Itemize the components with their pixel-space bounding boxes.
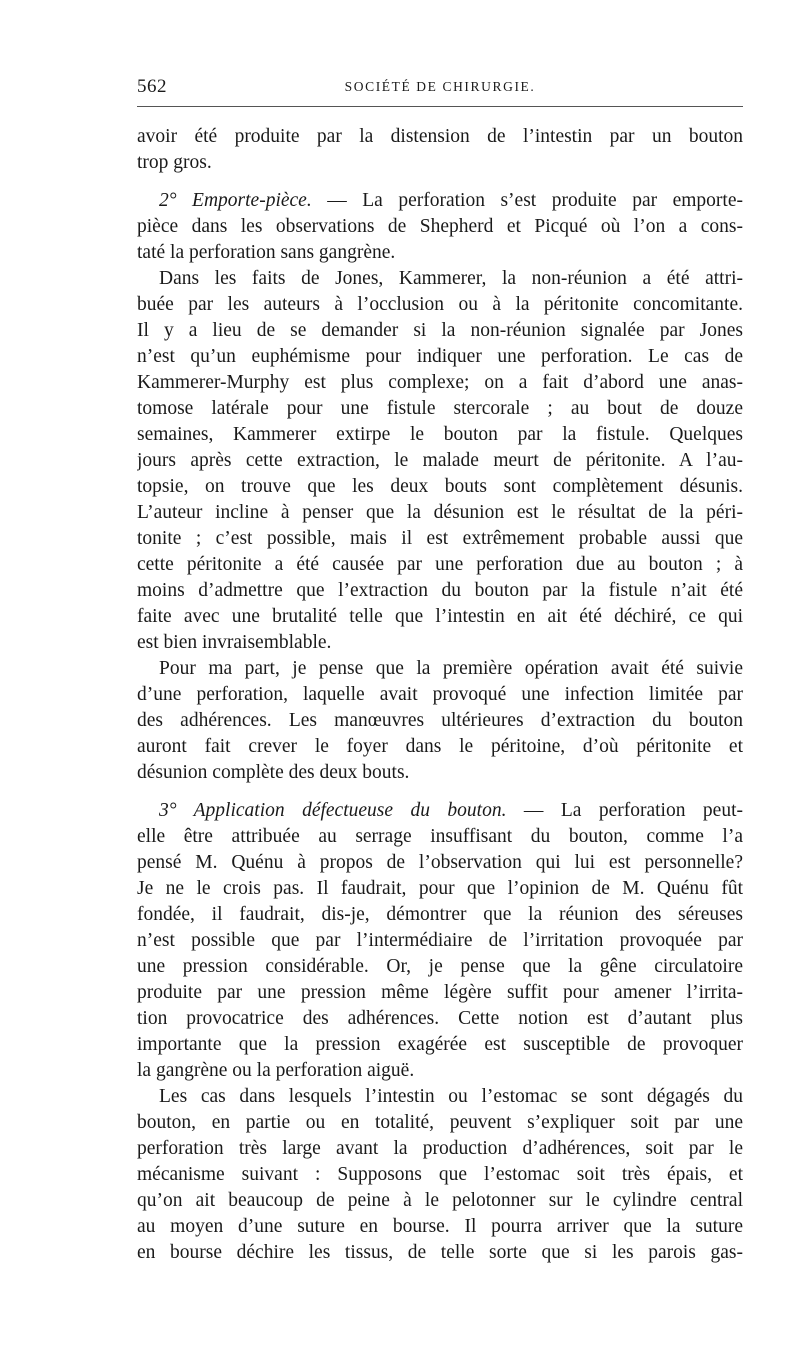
text-line: n’est possible que par l’intermédiaire de l’irritation provoquée par	[137, 930, 743, 951]
paragraph	[137, 188, 743, 266]
text-line	[137, 188, 743, 214]
body-text	[137, 124, 743, 1266]
text-line: fondée, il faudrait, dis-je, démontrer que la réunion des séreuses	[137, 904, 743, 925]
text-line: la gangrène ou la perforation aiguë.	[137, 1060, 415, 1081]
section-heading: 2° Emporte-pièce.	[159, 190, 312, 211]
text-line: produite par une pression même légère suffit pour amener l’irrita-	[137, 982, 743, 1003]
page	[137, 70, 743, 1263]
text-line: d’une perforation, laquelle avait provoqué une infection limitée par	[137, 684, 743, 705]
running-title: SOCIÉTÉ DE CHIRURGIE.	[344, 79, 536, 94]
text-line: des adhérences. Les manœuvres ultérieures d’extraction du bouton	[137, 710, 743, 731]
text-line: semaines, Kammerer extirpe le bouton par la fistule. Quelques	[137, 424, 743, 445]
text-run: — La perforation s’est produite par emporte-	[311, 190, 743, 211]
text-line: pensé M. Quénu à propos de l’observation qui lui est personnelle?	[137, 852, 743, 873]
text-line: désunion complète des deux bouts.	[137, 762, 410, 783]
text-line: tonite ; c’est possible, mais il est extrêmement probable aussi que	[137, 528, 743, 549]
text-line: qu’on ait beaucoup de peine à le pelotonner sur le cylindre central	[137, 1190, 743, 1211]
paragraph	[137, 266, 743, 656]
text-line: topsie, on trouve que les deux bouts sont complètement désunis.	[137, 476, 743, 497]
text-line: au moyen d’une suture en bourse. Il pourra arriver que la suture	[137, 1216, 743, 1237]
text-run: — La perforation peut-	[506, 800, 743, 821]
text-line: trop gros.	[137, 152, 212, 173]
text-line: perforation très large avant la production d’adhérences, soit par le	[137, 1138, 743, 1159]
text-line: avoir été produite par la distension de l’intestin par un bouton	[137, 126, 743, 147]
paragraph	[137, 798, 743, 1084]
paragraph	[137, 1084, 743, 1266]
text-line: Pour ma part, je pense que la première opération avait été suivie	[159, 658, 743, 679]
text-line	[137, 798, 743, 824]
text-line: faite avec une brutalité telle que l’intestin en ait été déchiré, ce qui	[137, 606, 743, 627]
text-line: mécanisme suivant : Supposons que l’estomac soit très épais, et	[137, 1164, 743, 1185]
text-line: tion provocatrice des adhérences. Cette notion est d’autant plus	[137, 1008, 743, 1029]
text-line: une pression considérable. Or, je pense que la gêne circulatoire	[137, 956, 743, 977]
header-rule	[137, 106, 743, 107]
text-line: elle être attribuée au serrage insuffisant du bouton, comme l’a	[137, 826, 743, 847]
running-header	[137, 70, 743, 102]
text-line: est bien invraisemblable.	[137, 632, 332, 653]
text-line: pièce dans les observations de Shepherd et Picqué où l’on a cons-	[137, 216, 743, 237]
paragraph	[137, 124, 743, 176]
paragraph	[137, 656, 743, 786]
section-heading: 3° Application défectueuse du bouton.	[159, 800, 507, 821]
text-line: buée par les auteurs à l’occlusion ou à la péritonite concomitante.	[137, 294, 743, 315]
page-number: 562	[137, 76, 167, 97]
text-line: bouton, en partie ou en totalité, peuvent s’expliquer soit par une	[137, 1112, 743, 1133]
text-line: n’est qu’un euphémisme pour indiquer une perforation. Le cas de	[137, 346, 743, 367]
text-line: Je ne le crois pas. Il faudrait, pour que l’opinion de M. Quénu fût	[137, 878, 743, 899]
text-line: taté la perforation sans gangrène.	[137, 242, 396, 263]
text-line: moins d’admettre que l’extraction du bouton par la fistule n’ait été	[137, 580, 743, 601]
text-line: importante que la pression exagérée est susceptible de provoquer	[137, 1034, 743, 1055]
text-line: Les cas dans lesquels l’intestin ou l’estomac se sont dégagés du	[159, 1086, 743, 1107]
text-line: Il y a lieu de se demander si la non-réunion signalée par Jones	[137, 320, 743, 341]
text-line: tomose latérale pour une fistule stercorale ; au bout de douze	[137, 398, 743, 419]
text-line: cette péritonite a été causée par une perforation due au bouton ; à	[137, 554, 743, 575]
text-line: L’auteur incline à penser que la désunion est le résultat de la péri-	[137, 502, 743, 523]
text-line: en bourse déchire les tissus, de telle sorte que si les parois gas-	[137, 1242, 743, 1263]
text-line: Dans les faits de Jones, Kammerer, la non-réunion a été attri-	[159, 268, 743, 289]
text-line: jours après cette extraction, le malade meurt de péritonite. A l’au-	[137, 450, 743, 471]
text-line: Kammerer-Murphy est plus complexe; on a fait d’abord une anas-	[137, 372, 743, 393]
text-line: auront fait crever le foyer dans le péritoine, d’où péritonite et	[137, 736, 743, 757]
